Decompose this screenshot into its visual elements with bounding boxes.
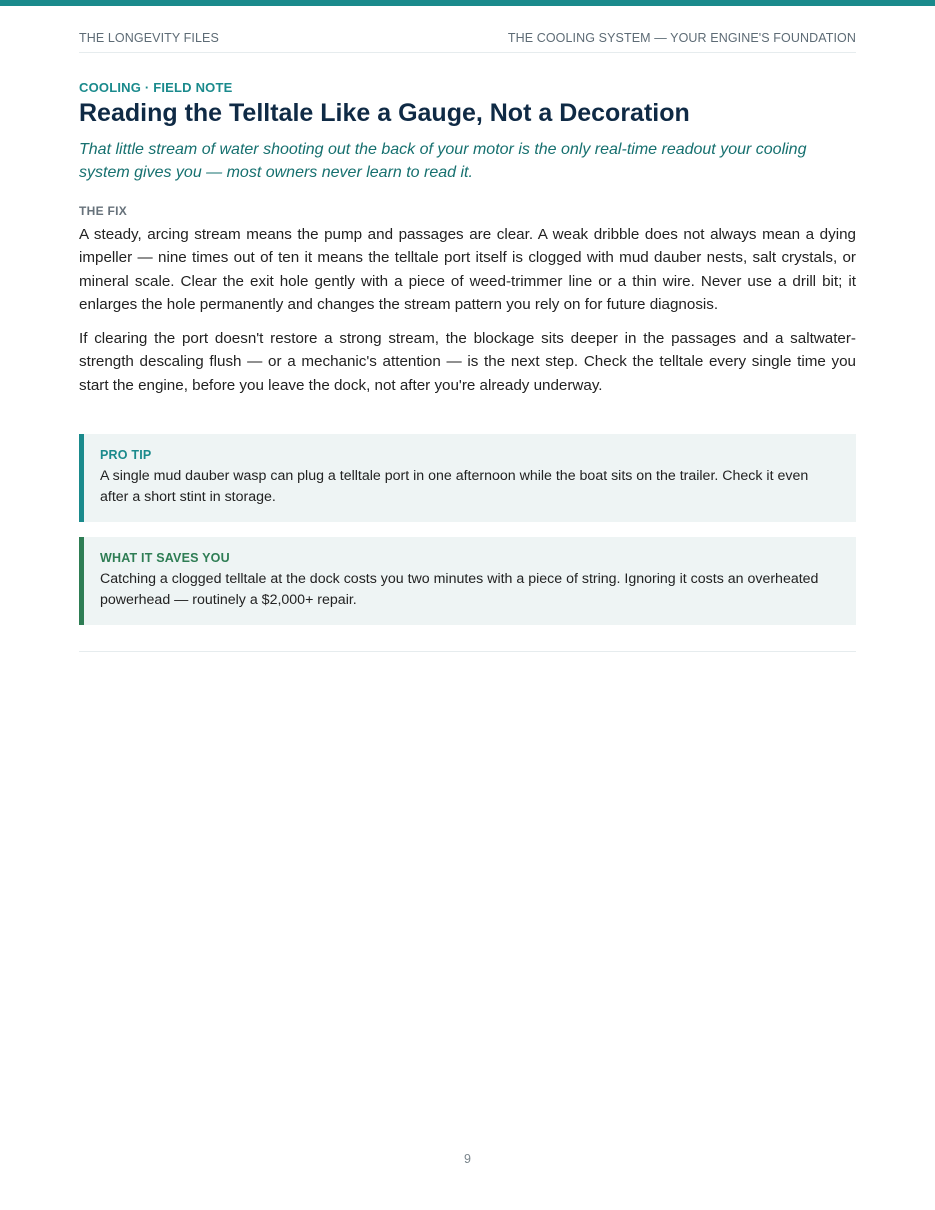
section-label: THE FIX	[79, 204, 128, 218]
savings-callout	[79, 537, 856, 625]
pro-tip-callout	[79, 434, 856, 522]
callout-label: PRO TIP	[100, 448, 152, 462]
article-title: Reading the Telltale Like a Gauge, Not a Decoration	[79, 99, 690, 127]
body-paragraph: If clearing the port doesn't restore a strong stream, the blockage sits deeper in the passages and a saltwater-strength descaling flush — or a mechanic's attention — is the next step. Check the telltale every single time you start the engine, before you leave the dock, not after you're already underway.	[79, 330, 856, 394]
callout-body: A single mud dauber wasp can plug a telltale port in one afternoon while the boat sits on the trailer. Check it even after a short stint in storage.	[100, 468, 809, 505]
body-paragraph: A steady, arcing stream means the pump and passages are clear. A weak dribble does not always mean a dying impeller — nine times out of ten it means the telltale port itself is clogged with mud dauber nests, salt crystals, or mineral scale. Clear the exit hole gently with a piece of weed-trimmer line or a thin wire. Never use a drill bit; it enlarges the hole permanently and changes the stream pattern you rely on for future diagnosis.	[79, 226, 856, 313]
top-accent-bar	[0, 0, 935, 6]
article-dek: That little stream of water shooting out the back of your motor is the only real-time readout your cooling system gives you — most owners never learn to read it.	[79, 141, 807, 181]
page-number: 9	[464, 1152, 471, 1166]
callout-label: WHAT IT SAVES YOU	[100, 551, 230, 565]
callout-body: Catching a clogged telltale at the dock costs you two minutes with a piece of string. Ignoring it costs an overheated powerhead — routinely a $2,000+ repair.	[100, 571, 819, 608]
section-divider	[79, 651, 856, 652]
article-kicker: COOLING · FIELD NOTE	[79, 80, 233, 95]
publication-title: THE LONGEVITY FILES	[79, 31, 219, 45]
running-header	[79, 30, 856, 53]
chapter-title: THE COOLING SYSTEM — YOUR ENGINE'S FOUNDATION	[507, 31, 856, 45]
article-content	[79, 79, 856, 397]
